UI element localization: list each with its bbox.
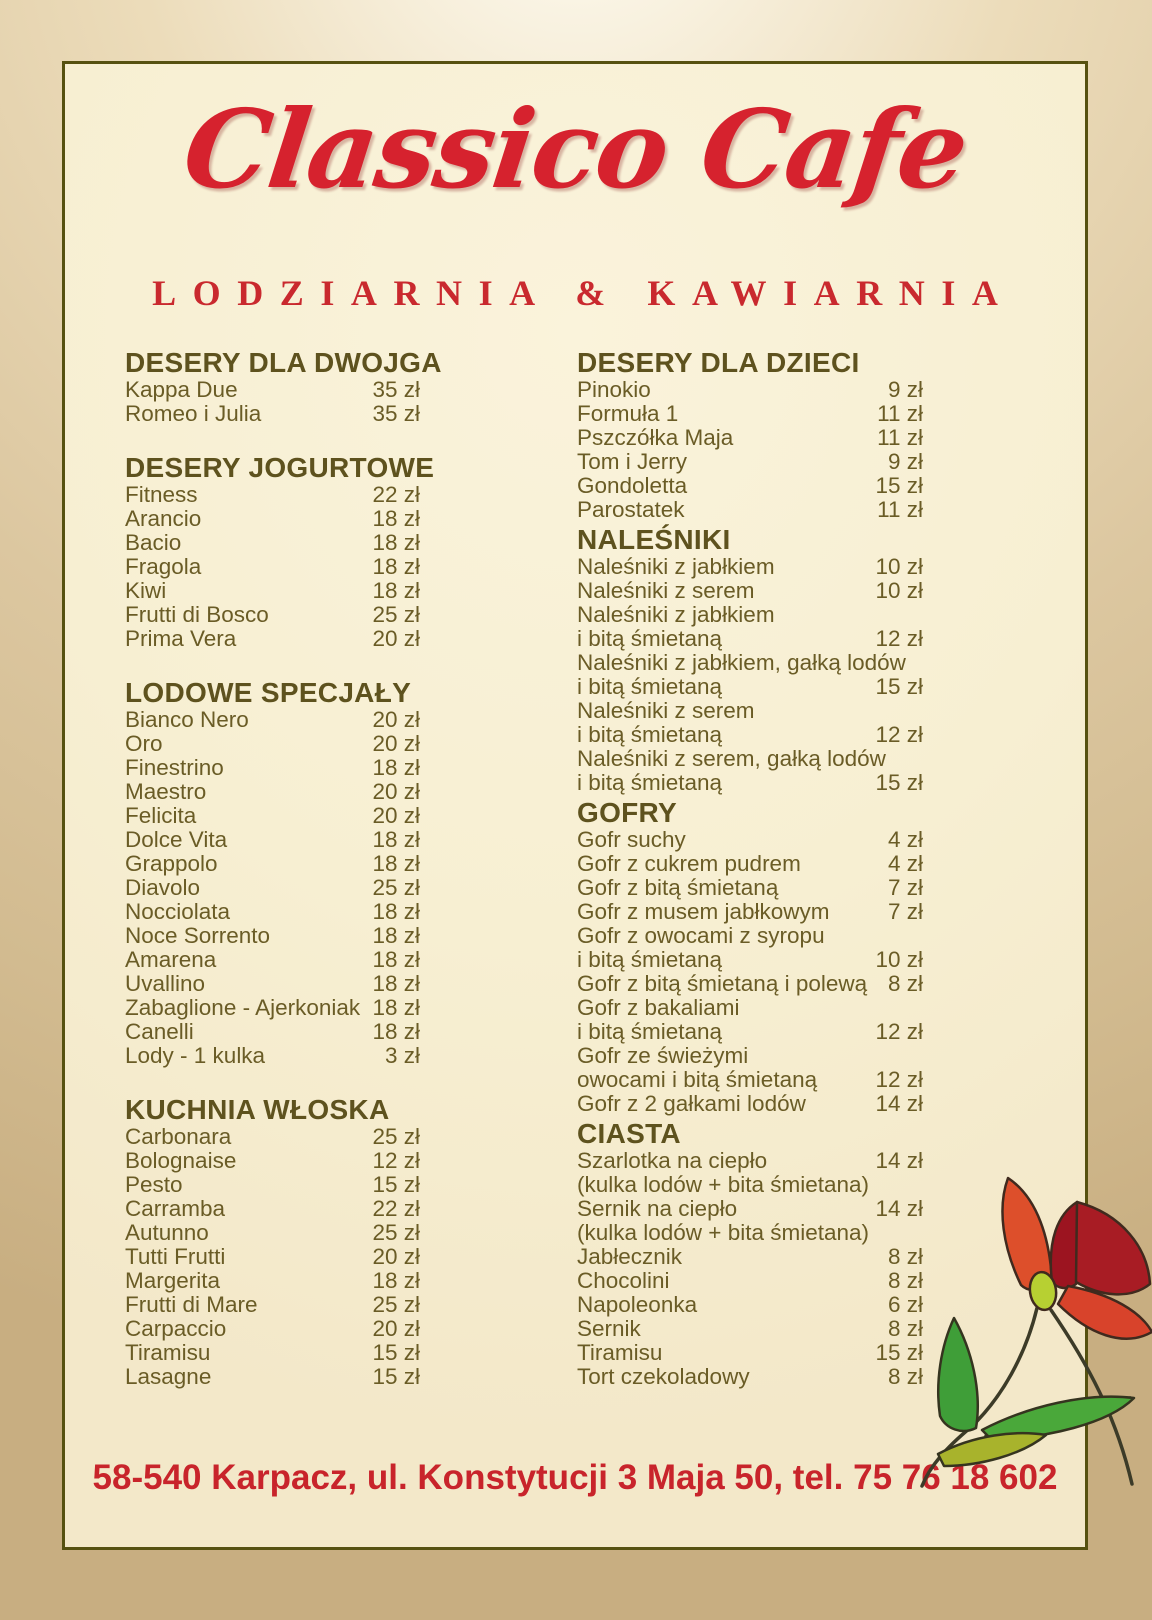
- item-price: 8 zł: [887, 971, 923, 996]
- item-name: (kulka lodów + bita śmietana): [577, 1220, 870, 1245]
- item-price: 3 zł: [384, 1043, 420, 1068]
- item-price: 15 zł: [372, 1340, 420, 1365]
- menu-item: [125, 1020, 420, 1044]
- item-name: Fitness: [125, 482, 198, 507]
- cafe-title: [62, 48, 1088, 263]
- item-name: Zabaglione - Ajerkoniak: [125, 995, 361, 1020]
- menu-item: [577, 1245, 923, 1269]
- menu-item: [125, 483, 420, 507]
- menu-item: [577, 426, 923, 450]
- menu-item: [125, 1269, 420, 1293]
- item-price: 12 zł: [875, 1067, 923, 1092]
- menu-item: [577, 1068, 923, 1092]
- item-name: Gofr z bakaliami: [577, 995, 740, 1020]
- menu-item: [125, 756, 420, 780]
- item-price: 20 zł: [372, 731, 420, 756]
- item-name: Carbonara: [125, 1124, 232, 1149]
- item-name: Pszczółka Maja: [577, 425, 734, 450]
- section-heading: NALEŚNIKI: [577, 524, 731, 555]
- item-name: Diavolo: [125, 875, 201, 900]
- item-price: 10 zł: [875, 554, 923, 579]
- item-price: 18 zł: [372, 995, 420, 1020]
- item-name: Bolognaise: [125, 1148, 237, 1173]
- item-price: 15 zł: [875, 770, 923, 795]
- menu-item: [125, 1125, 420, 1149]
- menu-item: [577, 900, 923, 924]
- menu-item: [125, 708, 420, 732]
- item-name: Arancio: [125, 506, 202, 531]
- item-name: Amarena: [125, 947, 217, 972]
- menu-item: [577, 1044, 923, 1068]
- item-price: 18 zł: [372, 947, 420, 972]
- menu-item: [577, 498, 923, 522]
- menu-item: [125, 1341, 420, 1365]
- section-heading: DESERY DLA DZIECI: [577, 347, 860, 378]
- menu-item: [577, 924, 923, 948]
- item-price: 15 zł: [875, 674, 923, 699]
- menu-item: [577, 948, 923, 972]
- item-name: Frutti di Bosco: [125, 602, 269, 627]
- menu-item: [577, 1293, 923, 1317]
- item-name: Gofr z bitą śmietaną: [577, 875, 779, 900]
- item-name: Naleśniki z jabłkiem, gałką lodów: [577, 650, 906, 675]
- item-name: Carramba: [125, 1196, 226, 1221]
- item-price: [917, 603, 923, 627]
- item-price: [917, 747, 923, 771]
- item-name: Napoleonka: [577, 1292, 698, 1317]
- item-name: Naleśniki z serem: [577, 698, 755, 723]
- item-name: owocami i bitą śmietaną: [577, 1067, 818, 1092]
- menu-item: [577, 747, 923, 771]
- menu-section: [125, 452, 435, 651]
- item-price: 35 zł: [372, 401, 420, 426]
- menu-item: [577, 876, 923, 900]
- item-price: 25 zł: [372, 1124, 420, 1149]
- item-price: 10 zł: [875, 947, 923, 972]
- item-price: 25 zł: [372, 602, 420, 627]
- item-price: 7 zł: [887, 899, 923, 924]
- item-price: 18 zł: [372, 554, 420, 579]
- item-name: Fragola: [125, 554, 202, 579]
- address-line: 58-540 Karpacz, ul. Konstytucji 3 Maja 50, tel. 75 76 18 602: [92, 1458, 1058, 1497]
- item-name: Carpaccio: [125, 1316, 227, 1341]
- menu-item: [577, 1221, 923, 1245]
- item-name: i bitą śmietaną: [577, 1019, 723, 1044]
- menu-item: [125, 924, 420, 948]
- item-name: Gofr z cukrem pudrem: [577, 851, 801, 876]
- item-name: Tom i Jerry: [577, 449, 688, 474]
- item-name: Romeo i Julia: [125, 401, 262, 426]
- menu-item: [125, 852, 420, 876]
- item-name: Szarlotka na ciepło: [577, 1148, 768, 1173]
- item-price: 20 zł: [372, 803, 420, 828]
- item-price: 18 zł: [372, 506, 420, 531]
- menu-section: [577, 1119, 923, 1389]
- menu-item: [125, 1245, 420, 1269]
- menu-item: [577, 1341, 923, 1365]
- item-name: Gofr z 2 gałkami lodów: [577, 1091, 806, 1116]
- menu-item: [125, 555, 420, 579]
- item-name: Tort czekoladowy: [577, 1364, 750, 1389]
- item-name: Gofr z owocami z syropu: [577, 923, 825, 948]
- item-name: Uvallino: [125, 971, 206, 996]
- item-name: Bacio: [125, 530, 182, 555]
- item-price: 20 zł: [372, 779, 420, 804]
- item-name: Kappa Due: [125, 377, 238, 402]
- flower-leaves: [938, 1318, 1134, 1466]
- item-price: 14 zł: [875, 1091, 923, 1116]
- item-price: 8 zł: [887, 1244, 923, 1269]
- menu-column-left: [125, 347, 442, 1389]
- item-price: [917, 651, 923, 675]
- menu-item: [125, 531, 420, 555]
- item-name: Noce Sorrento: [125, 923, 271, 948]
- menu-section: [577, 798, 923, 1116]
- menu-item: [125, 780, 420, 804]
- item-name: Felicita: [125, 803, 197, 828]
- menu-item: [125, 1221, 420, 1245]
- item-name: Naleśniki z jabłkiem: [577, 554, 775, 579]
- menu-item: [577, 555, 923, 579]
- item-name: Dolce Vita: [125, 827, 228, 852]
- item-name: Naleśniki z jabłkiem: [577, 602, 775, 627]
- menu-section: [125, 1095, 420, 1389]
- item-price: 20 zł: [372, 1316, 420, 1341]
- item-name: Gofr z musem jabłkowym: [577, 899, 830, 924]
- item-name: Sernik: [577, 1316, 641, 1341]
- item-name: Sernik na ciepło: [577, 1196, 738, 1221]
- menu-item: [125, 603, 420, 627]
- item-name: Naleśniki z serem, gałką lodów: [577, 746, 886, 771]
- item-price: 20 zł: [372, 707, 420, 732]
- item-price: 18 zł: [372, 578, 420, 603]
- item-price: 12 zł: [372, 1148, 420, 1173]
- menu-item: [125, 972, 420, 996]
- menu-section: [125, 347, 442, 426]
- item-price: 9 zł: [887, 377, 923, 402]
- menu-item: [577, 1317, 923, 1341]
- item-price: 18 zł: [372, 851, 420, 876]
- menu-item: [577, 627, 923, 651]
- menu-item: [125, 1197, 420, 1221]
- menu-item: [577, 378, 923, 402]
- item-name: Gofr suchy: [577, 827, 686, 852]
- tulip-flower-icon: [886, 1136, 1152, 1506]
- menu-item: [577, 723, 923, 747]
- menu-item: [577, 450, 923, 474]
- item-price: 11 zł: [877, 401, 923, 426]
- menu-item: [577, 828, 923, 852]
- item-name: Lasagne: [125, 1364, 212, 1389]
- item-price: 20 zł: [372, 1244, 420, 1269]
- item-price: 7 zł: [887, 875, 923, 900]
- item-name: Nocciolata: [125, 899, 231, 924]
- menu-item: [125, 732, 420, 756]
- section-heading: DESERY JOGURTOWE: [125, 452, 435, 483]
- item-price: 4 zł: [887, 827, 923, 852]
- item-name: Oro: [125, 731, 163, 756]
- item-name: i bitą śmietaną: [577, 947, 723, 972]
- menu-item: [577, 1269, 923, 1293]
- item-price: 8 zł: [887, 1268, 923, 1293]
- item-price: 9 zł: [887, 449, 923, 474]
- item-name: Jabłecznik: [577, 1244, 683, 1269]
- item-price: 15 zł: [875, 1340, 923, 1365]
- item-price: [917, 1044, 923, 1068]
- item-price: 18 zł: [372, 923, 420, 948]
- menu-item: [125, 996, 420, 1020]
- item-price: 14 zł: [875, 1196, 923, 1221]
- cafe-title-text: Classico Cafe: [177, 87, 973, 213]
- menu-item: [577, 1197, 923, 1221]
- section-heading: CIASTA: [577, 1118, 681, 1149]
- menu-item: [577, 699, 923, 723]
- item-price: 25 zł: [372, 1292, 420, 1317]
- menu-item: [577, 603, 923, 627]
- item-price: 11 zł: [877, 497, 923, 522]
- menu-item: [125, 402, 420, 426]
- menu-item: [577, 1020, 923, 1044]
- item-price: 15 zł: [875, 473, 923, 498]
- item-name: Margerita: [125, 1268, 221, 1293]
- item-name: Canelli: [125, 1019, 194, 1044]
- item-name: Frutti di Mare: [125, 1292, 258, 1317]
- item-price: 12 zł: [875, 722, 923, 747]
- menu-section: [577, 525, 923, 795]
- menu-item: [577, 852, 923, 876]
- menu-item: [125, 1293, 420, 1317]
- item-name: Grappolo: [125, 851, 218, 876]
- item-price: 8 zł: [887, 1364, 923, 1389]
- item-name: Gondoletta: [577, 473, 688, 498]
- item-price: 22 zł: [372, 482, 420, 507]
- item-name: Prima Vera: [125, 626, 237, 651]
- menu-item: [125, 1173, 420, 1197]
- menu-item: [125, 1365, 420, 1389]
- item-price: 14 zł: [875, 1148, 923, 1173]
- item-price: 18 zł: [372, 971, 420, 996]
- section-heading: KUCHNIA WŁOSKA: [125, 1094, 390, 1125]
- item-name: i bitą śmietaną: [577, 626, 723, 651]
- menu-item: [577, 1149, 923, 1173]
- cafe-subtitle: LODZIARNIA & KAWIARNIA: [152, 273, 1015, 313]
- item-price: 25 zł: [372, 1220, 420, 1245]
- menu-item: [125, 876, 420, 900]
- menu-item: [125, 804, 420, 828]
- menu-section: [125, 678, 420, 1068]
- item-price: 20 zł: [372, 626, 420, 651]
- item-name: Tiramisu: [577, 1340, 663, 1365]
- menu-item: [125, 579, 420, 603]
- item-price: 18 zł: [372, 755, 420, 780]
- item-price: 15 zł: [372, 1172, 420, 1197]
- item-price: 18 zł: [372, 530, 420, 555]
- menu-section: [577, 348, 923, 522]
- item-price: 4 zł: [887, 851, 923, 876]
- item-name: Gofr ze świeżymi: [577, 1043, 749, 1068]
- item-name: Parostatek: [577, 497, 685, 522]
- item-name: Lody - 1 kulka: [125, 1043, 266, 1068]
- item-price: 18 zł: [372, 827, 420, 852]
- item-name: i bitą śmietaną: [577, 674, 723, 699]
- menu-item: [125, 507, 420, 531]
- menu-item: [577, 1365, 923, 1389]
- menu-item: [125, 1044, 420, 1068]
- item-price: [917, 996, 923, 1020]
- menu-item: [577, 972, 923, 996]
- menu-item: [125, 1149, 420, 1173]
- menu-item: [577, 579, 923, 603]
- item-price: 12 zł: [875, 1019, 923, 1044]
- menu-item: [577, 996, 923, 1020]
- menu-item: [125, 900, 420, 924]
- item-price: [917, 924, 923, 948]
- item-price: 6 zł: [887, 1292, 923, 1317]
- item-name: Formuła 1: [577, 401, 679, 426]
- menu-item: [577, 771, 923, 795]
- item-price: 15 zł: [372, 1364, 420, 1389]
- item-price: 18 zł: [372, 1019, 420, 1044]
- section-heading: DESERY DLA DWOJGA: [125, 347, 442, 378]
- item-price: 8 zł: [887, 1316, 923, 1341]
- menu-item: [577, 402, 923, 426]
- item-name: Tiramisu: [125, 1340, 211, 1365]
- item-name: Gofr z bitą śmietaną i polewą: [577, 971, 868, 996]
- item-price: 22 zł: [372, 1196, 420, 1221]
- section-heading: LODOWE SPECJAŁY: [125, 677, 412, 708]
- item-price: 12 zł: [875, 626, 923, 651]
- menu-item: [577, 474, 923, 498]
- item-name: Naleśniki z serem: [577, 578, 755, 603]
- item-name: Finestrino: [125, 755, 224, 780]
- item-name: Tutti Frutti: [125, 1244, 226, 1269]
- menu-item: [125, 1317, 420, 1341]
- item-name: Maestro: [125, 779, 207, 804]
- menu-item: [577, 651, 923, 675]
- section-heading: GOFRY: [577, 797, 678, 828]
- item-name: Pesto: [125, 1172, 183, 1197]
- item-name: (kulka lodów + bita śmietana): [577, 1172, 870, 1197]
- menu-item: [125, 378, 420, 402]
- menu-item: [577, 1173, 923, 1197]
- menu-item: [125, 948, 420, 972]
- item-name: i bitą śmietaną: [577, 722, 723, 747]
- item-price: 18 zł: [372, 899, 420, 924]
- item-price: 11 zł: [877, 425, 923, 450]
- item-price: 18 zł: [372, 1268, 420, 1293]
- item-price: [917, 699, 923, 723]
- item-price: 25 zł: [372, 875, 420, 900]
- item-name: Bianco Nero: [125, 707, 249, 732]
- menu-item: [125, 828, 420, 852]
- flower-petals: [1002, 1178, 1152, 1339]
- item-name: Chocolini: [577, 1268, 670, 1293]
- menu-item: [577, 675, 923, 699]
- menu-item: [125, 627, 420, 651]
- item-name: i bitą śmietaną: [577, 770, 723, 795]
- item-price: 35 zł: [372, 377, 420, 402]
- menu-item: [577, 1092, 923, 1116]
- item-name: Pinokio: [577, 377, 651, 402]
- item-name: Autunno: [125, 1220, 209, 1245]
- item-price: 10 zł: [875, 578, 923, 603]
- menu-column-right: [577, 348, 923, 1389]
- item-name: Kiwi: [125, 578, 167, 603]
